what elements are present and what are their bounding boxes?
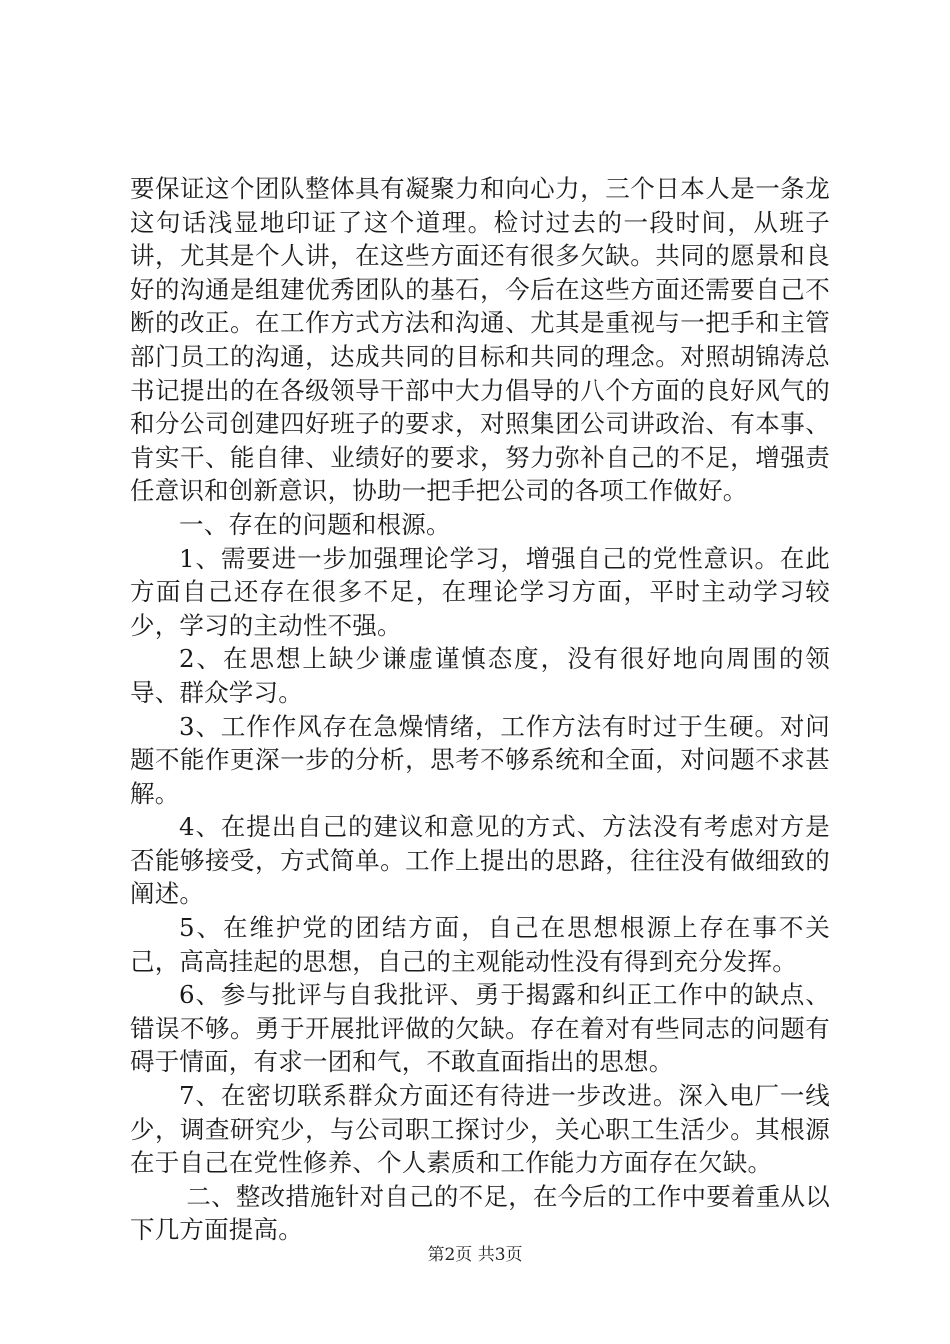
problem-item-7: 7、在密切联系群众方面还有待进一步改进。深入电厂一线少，调查研究少，与公司职工探讨少，关心职工生活少。其根源在于自己在党性修养、个人素质和工作能力方面存在欠缺。: [130, 1081, 830, 1178]
paragraph-intro: 要保证这个团队整体具有凝聚力和向心力，三个日本人是一条龙这句话浅显地印证了这个道理。检讨过去的一段时间，从班子讲，尤其是个人讲，在这些方面还有很多欠缺。共同的愿景和良好的沟通是组建优秀团队的基石，今后在这些方面还需要自己不断的改正。在工作方式方法和沟通、尤其是重视与一把手和主管部门员工的沟通，达成共同的目标和共同的理念。对照胡锦涛总书记提出的在各级领导干部中大力倡导的八个方面的良好风气的和分公司创建四好班子的要求，对照集团公司讲政治、有本事、肯实干、能自律、业绩好的要求，努力弥补自己的不足，增强责任意识和创新意识，协助一把手把公司的各项工作做好。: [130, 174, 830, 506]
section-heading-problems: 一、存在的问题和根源。: [179, 509, 451, 539]
section-heading-measures: 二、整改措施针对自己的不足，在今后的工作中要着重从以下几方面提高。: [130, 1181, 830, 1245]
problem-item-1: 1、需要进一步加强理论学习，增强自己的党性意识。在此方面自己还存在很多不足，在理论学习方面，平时主动学习较少，学习的主动性不强。: [130, 543, 830, 640]
problem-item-3: 3、工作作风存在急燥情绪，工作方法有时过于生硬。对问题不能作更深一步的分析，思考不够系统和全面，对问题不求甚解。: [130, 711, 830, 808]
problem-item-6: 6、参与批评与自我批评、勇于揭露和纠正工作中的缺点、错误不够。勇于开展批评做的欠缺。存在着对有些同志的问题有碍于情面，有求一团和气，不敢直面指出的思想。: [130, 980, 830, 1077]
problem-item-5: 5、在维护党的团结方面，自己在思想根源上存在事不关己，高高挂起的思想，自己的主观能动性没有得到充分发挥。: [130, 913, 830, 976]
problem-item-2: 2、在思想上缺少谦虚谨慎态度，没有很好地向周围的领导、群众学习。: [130, 644, 830, 707]
page-number-footer: 第2页 共3页: [427, 1245, 523, 1265]
document-body: [130, 172, 830, 1247]
problem-item-4: 4、在提出自己的建议和意见的方式、方法没有考虑对方是否能够接受，方式简单。工作上提出的思路，往往没有做细致的阐述。: [130, 812, 830, 909]
